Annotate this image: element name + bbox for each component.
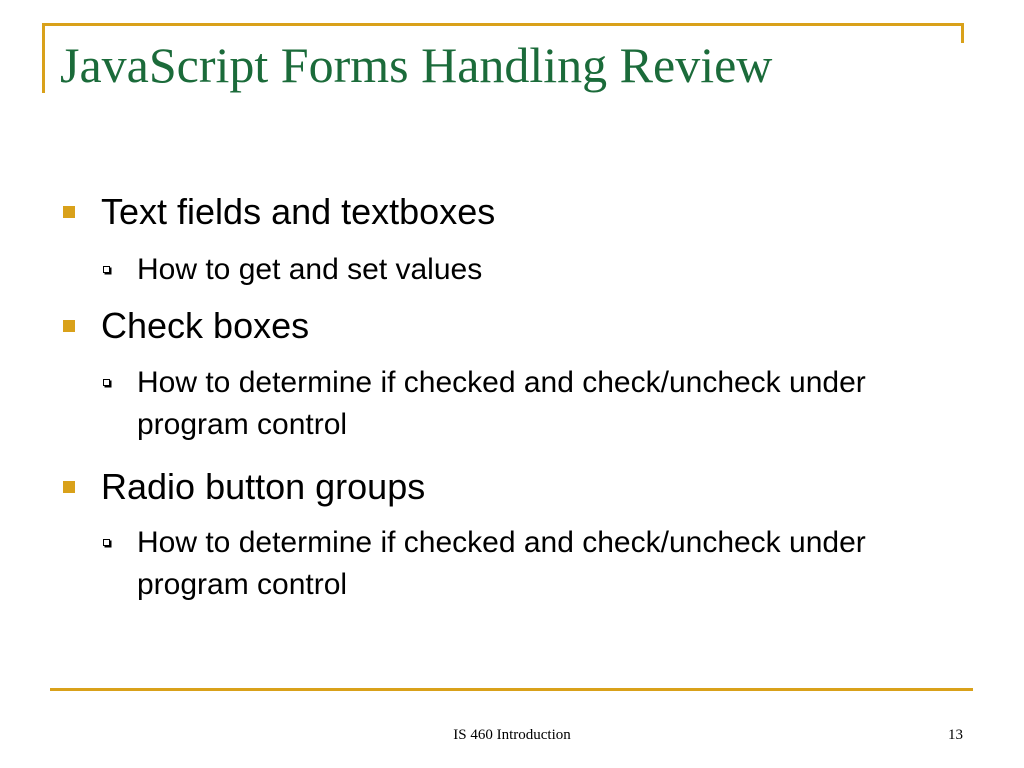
bullet-text: Text fields and textboxes — [101, 191, 496, 232]
frame-top-bar — [42, 23, 964, 26]
bullet-text: Radio button groups — [101, 466, 426, 507]
square-bullet-icon — [63, 320, 75, 332]
square-bullet-icon — [63, 206, 75, 218]
square-bullet-icon — [63, 481, 75, 493]
frame-left-bar — [42, 23, 45, 93]
bullet-text: Check boxes — [101, 305, 310, 346]
sub-bullet-text: How to determine if checked and check/uncheck under program control — [137, 526, 866, 601]
footer-divider — [50, 688, 973, 691]
slide-title: JavaScript Forms Handling Review — [60, 37, 773, 93]
hollow-square-bullet-icon — [103, 539, 110, 546]
sub-bullet-text: How to determine if checked and check/uncheck under program control — [137, 366, 866, 441]
frame-right-bar — [961, 23, 964, 43]
sub-bullet-text: How to get and set values — [137, 253, 483, 286]
hollow-square-bullet-icon — [103, 379, 110, 386]
footer-text: IS 460 Introduction — [453, 727, 571, 743]
page-number: 13 — [948, 727, 963, 743]
hollow-square-bullet-icon — [103, 266, 110, 273]
